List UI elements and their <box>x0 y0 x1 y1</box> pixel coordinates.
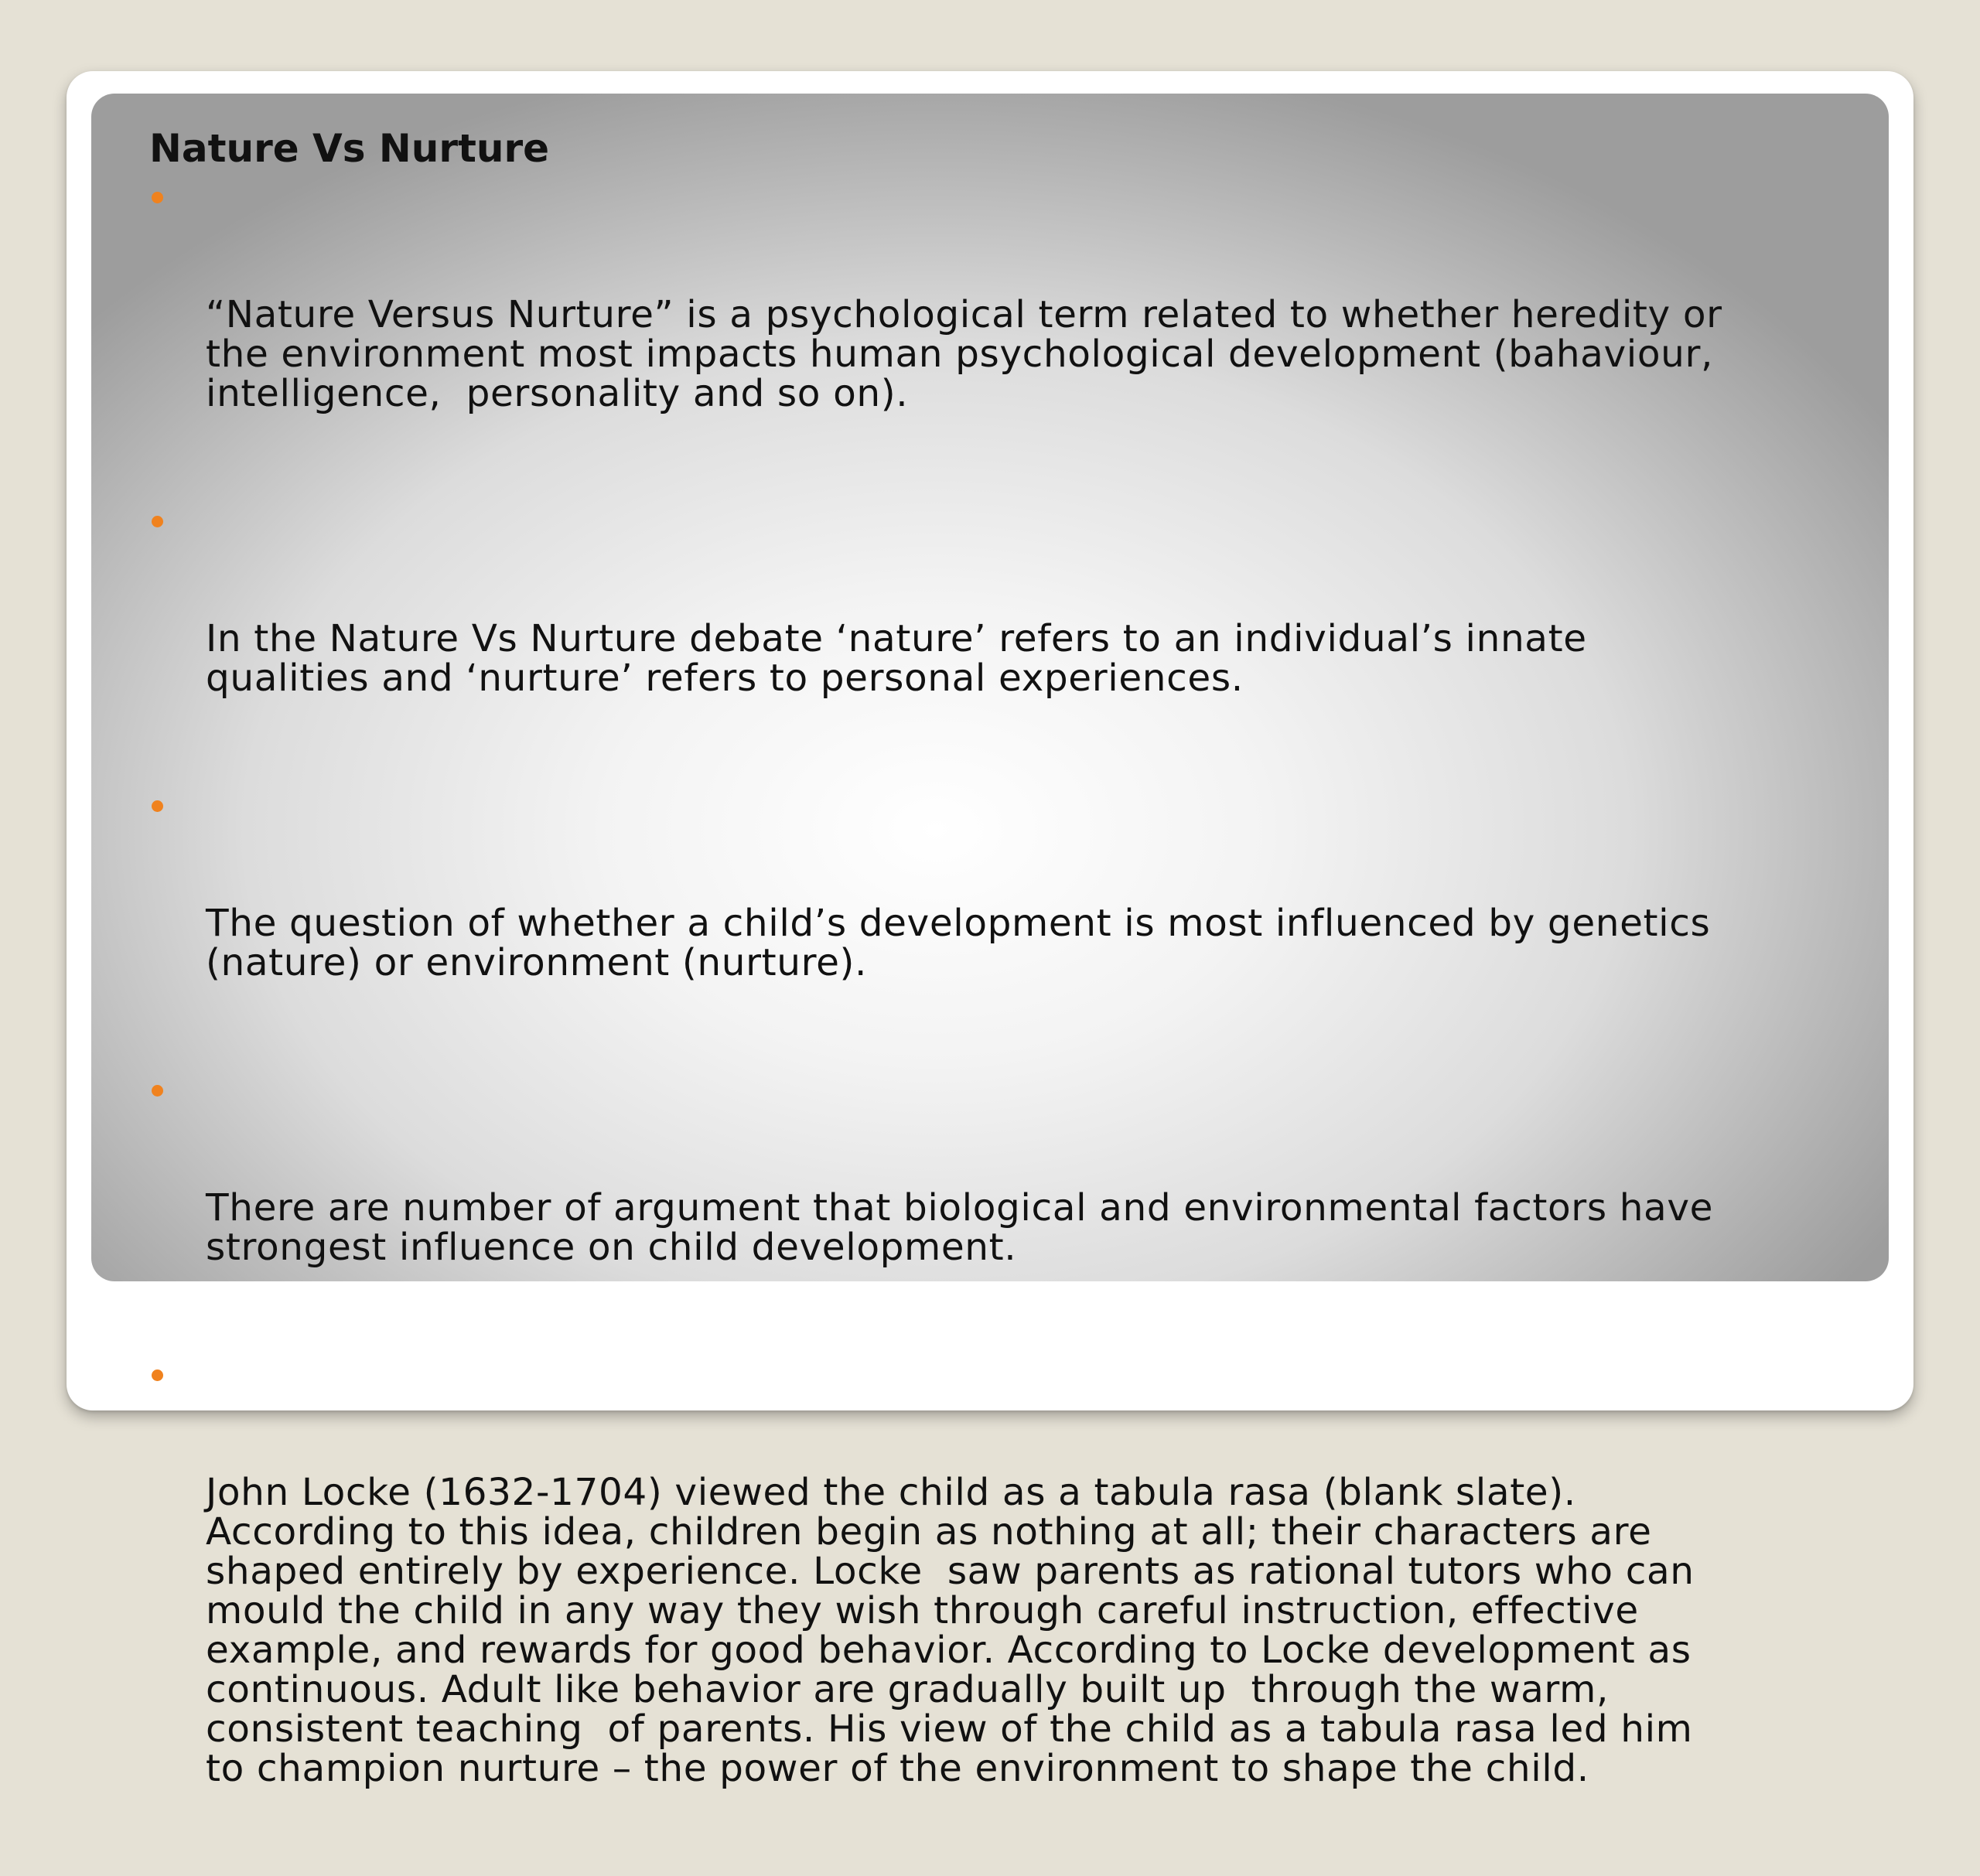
slide-title: Nature Vs Nurture <box>149 126 550 171</box>
bullet-text: John Locke (1632-1704) viewed the child as a tabula rasa (blank slate). According to this idea, children begin as nothing at all; their characters are shaped entirely by experience. Locke saw parents as rational tutors who can mould the child in any way they wish through careful instruction, effective example, and rewards for good behavior. According to Locke development as continuous. Adult like behavior are gradually built up through the warm, consistent teaching of parents. His view of the child as a tabula rasa led him to champion nurture – the power of the environment to shape the child. <box>206 1471 1695 1790</box>
bullet-text: The question of whether a child’s development is most influenced by genetics (nature) or environment (nurture). <box>206 902 1711 984</box>
bullet-item <box>149 786 1936 1062</box>
bullet-list <box>149 177 1936 1876</box>
bullet-text: There are number of argument that biological and environmental factors have strongest influence on child development. <box>206 1186 1714 1269</box>
bullet-dot-icon <box>152 516 163 527</box>
bullet-dot-icon <box>152 1085 163 1097</box>
bullet-text: “Nature Versus Nurture” is a psychological term related to whether heredity or the environment most impacts human psychological development (bahaviour, intelligence, personality and so on). <box>206 293 1722 415</box>
bullet-item <box>149 501 1936 777</box>
bullet-item <box>149 1070 1936 1346</box>
slide-content-panel <box>91 94 1889 1790</box>
bullet-dot-icon <box>152 800 163 812</box>
bullet-item <box>149 1355 1936 1867</box>
bullet-item <box>149 177 1936 493</box>
bullet-dot-icon <box>152 192 163 203</box>
bullet-text: In the Nature Vs Nurture debate ‘nature’ refers to an individual’s innate qualities and ‘nurture’ refers to personal experiences. <box>206 617 1587 700</box>
bullet-dot-icon <box>152 1369 163 1381</box>
